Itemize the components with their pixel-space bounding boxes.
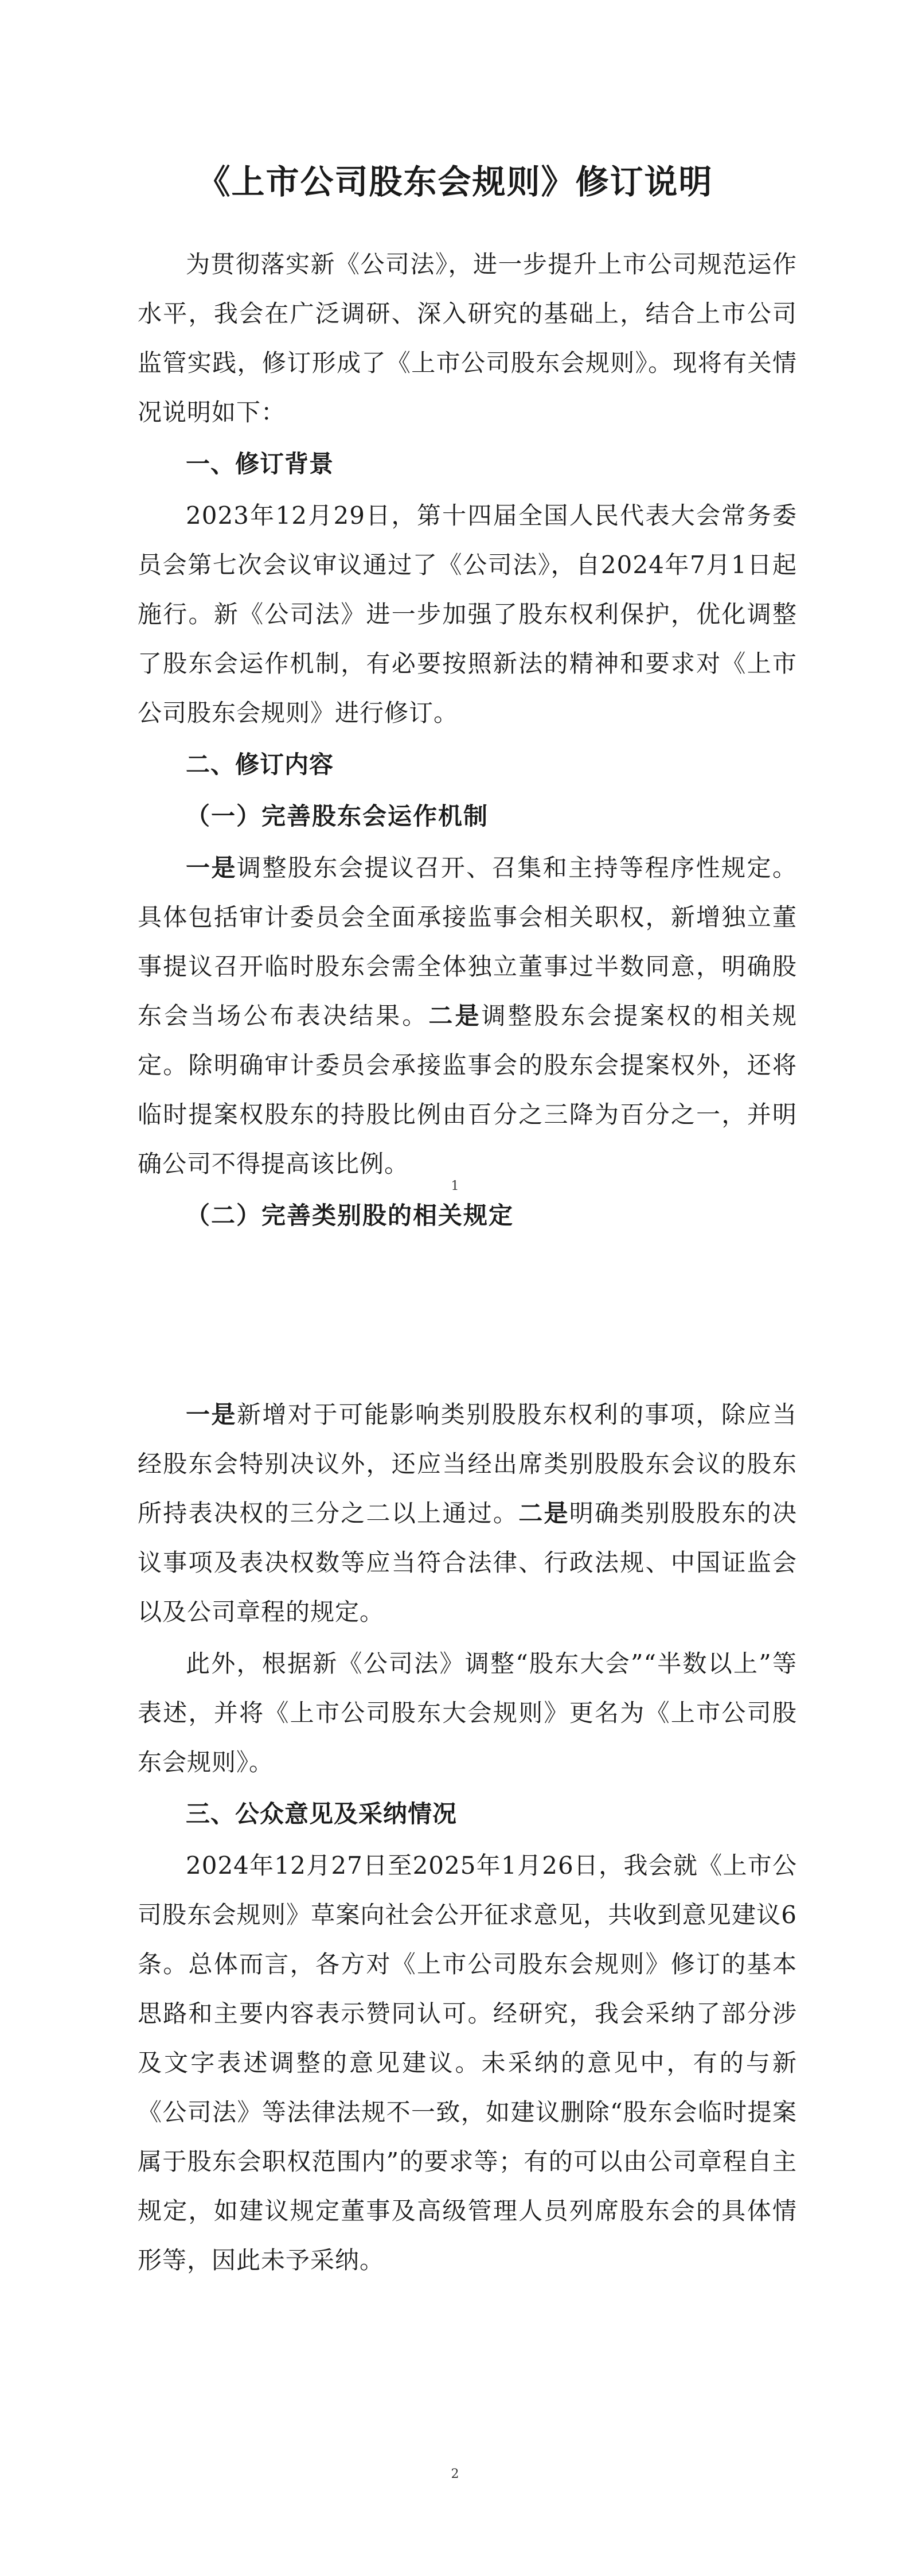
- page-number: 2: [451, 2467, 459, 2481]
- class-share-point-two-lead: 二是: [518, 1499, 569, 1527]
- section-1-paragraph: 2023年12月29日，第十四届全国人民代表大会常务委员会第七次会议审议通过了《公司法》，自2024年7月1日起施行。新《公司法》进一步加强了股东权利保护，优化调整了股东会运作机制，有必要按照新法的精神和要求对《上市公司股东会规则》进行修订。: [138, 501, 797, 727]
- section-1-heading: 一、修订背景: [186, 450, 334, 478]
- page-1-body: [138, 240, 797, 1243]
- intro-paragraph: 为贯彻落实新《公司法》，进一步提升上市公司规范运作水平，我会在广泛调研、深入研究的基础上，结合上市公司监管实践，修订形成了《上市公司股东会规则》。现将有关情况说明如下：: [138, 250, 797, 426]
- subsection-2-heading: （二）完善类别股的相关规定: [186, 1201, 514, 1229]
- section-3-heading: 三、公众意见及采纳情况: [186, 1800, 458, 1828]
- class-share-point-two-text: 明确类别股股东的决议事项及表决权数等应当符合法律、行政法规、中国证监会以及公司章程的规定。: [138, 1499, 797, 1626]
- document-page-2: [0, 1288, 910, 2576]
- section-2-heading: 二、修订内容: [186, 750, 334, 779]
- section-3-paragraph: 2024年12月27日至2025年1月26日，我会就《上市公司股东会规则》草案向社会公开征求意见，共收到意见建议6条。总体而言，各方对《上市公司股东会规则》修订的基本思路和主要内容表示赞同认可。经研究，我会采纳了部分涉及文字表述调整的意见建议。未采纳的意见中，有的与新《公司法》等法律法规不一致，如建议删除“股东会临时提案属于股东会职权范围内”的要求等；有的可以由公司章程自主规定，如建议规定董事及高级管理人员列席股东会的具体情形等，因此未予采纳。: [138, 1851, 797, 2274]
- page-number: 1: [451, 1179, 459, 1193]
- point-one-lead: 一是: [186, 854, 237, 882]
- renaming-paragraph: 此外，根据新《公司法》调整“股东大会”“半数以上”等表述，并将《上市公司股东大会规则》更名为《上市公司股东会规则》。: [138, 1649, 797, 1776]
- class-share-point-one-lead: 一是: [186, 1400, 237, 1429]
- subsection-1-paragraph: [138, 843, 797, 1189]
- class-share-point-one-text: 新增对于可能影响类别股股东权利的事项，除应当经股东会特别决议外，还应当经出席类别股股东会议的股东所持表决权的三分之二以上通过。: [138, 1400, 797, 1527]
- point-two-lead: 二是: [428, 1002, 482, 1030]
- document-title: 《上市公司股东会规则》修订说明: [197, 162, 713, 201]
- page-2-body: [138, 1390, 797, 2287]
- subsection-1-heading: （一）完善股东会运作机制: [186, 802, 489, 830]
- point-two-text: 调整股东会提案权的相关规定。除明确审计委员会承接监事会的股东会提案权外，还将临时提案权股东的持股比例由百分之三降为百分之一，并明确公司不得提高该比例。: [138, 1002, 797, 1178]
- subsection-2-paragraph: [138, 1390, 797, 1637]
- point-one-text: 调整股东会提议召开、召集和主持等程序性规定。具体包括审计委员会全面承接监事会相关职权，新增独立董事提议召开临时股东会需全体独立董事过半数同意，明确股东会当场公布表决结果。: [138, 854, 797, 1030]
